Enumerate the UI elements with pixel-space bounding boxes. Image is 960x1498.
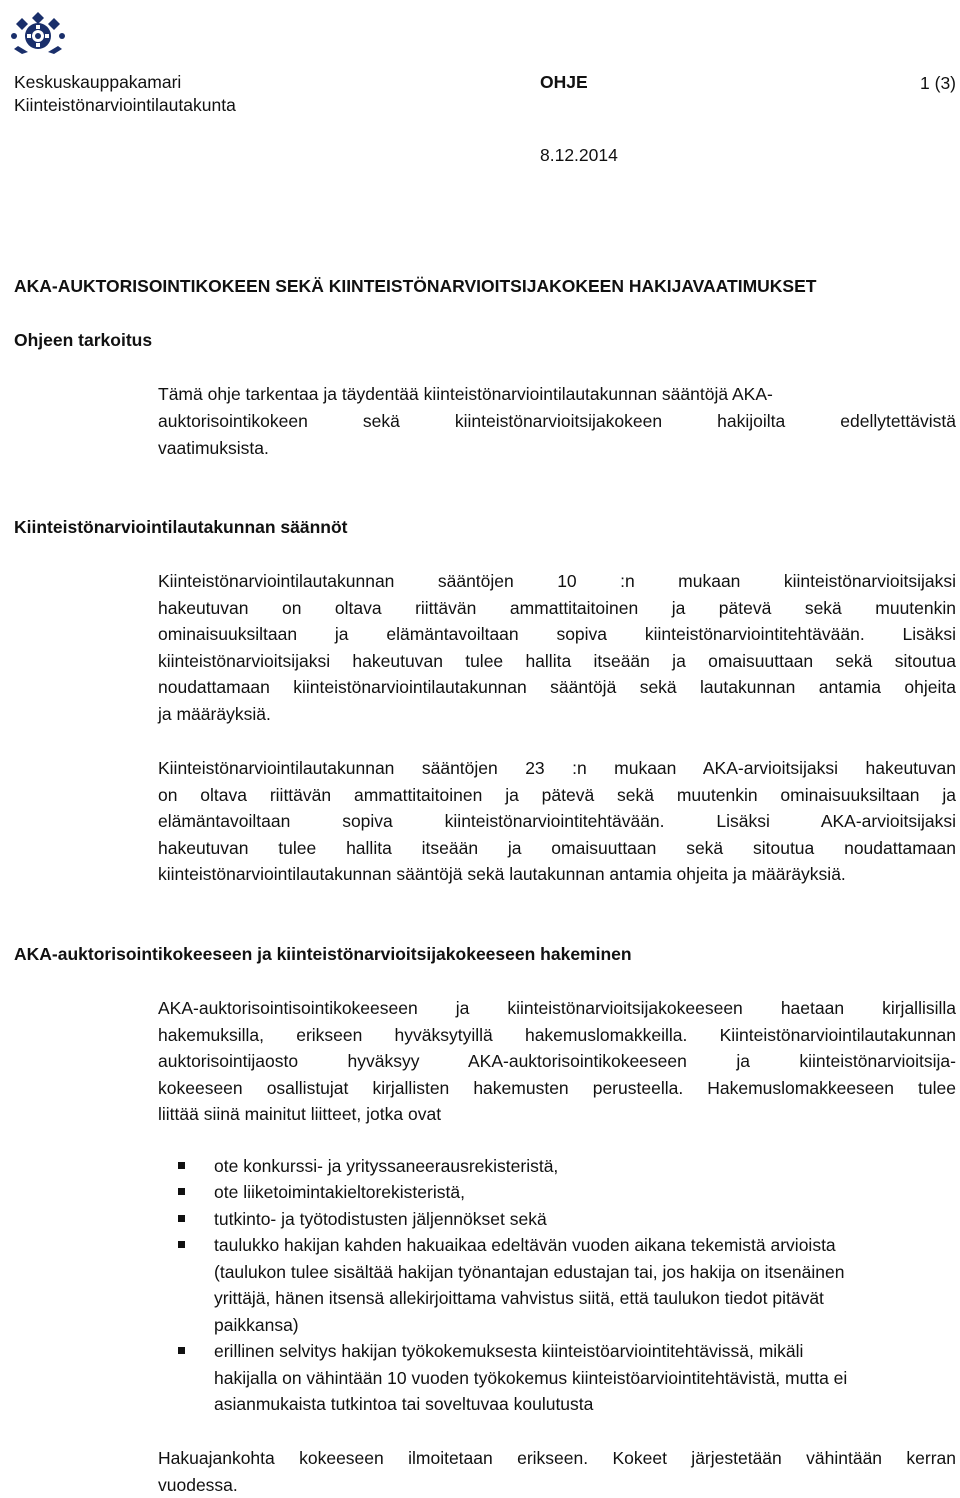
bullet-item-5-line-3: asianmukaista tutkintoa tai soveltuvaa koulutusta [214,1391,593,1418]
rules-paragraph-2 [158,755,956,888]
purpose-line-2: auktorisointikokeen sekä kiinteistönarvioitsijakokeen hakijoilta edellytettävistä [158,408,956,435]
bullet-marker-icon [178,1241,185,1248]
closing-line: Hakuajankohta kokeeseen ilmoitetaan erikseen. Kokeet järjestetään vähintään kerran [158,1445,956,1472]
bullet-item-4-line-3: yrittäjä, hänen itsensä allekirjoittama vahvistus siitä, että taulukon tiedot pitävät [214,1285,824,1312]
section-heading-application: AKA-auktorisointikokeeseen ja kiinteistönarvioitsijakokeeseen hakeminen [14,941,632,968]
application-line: hakemuksilla, erikseen hyväksytyillä hakemuslomakkeilla. Kiinteistönarviointilautakunnan [158,1022,956,1049]
bullet-item-2: ote liiketoimintakieltorekisteristä, [214,1179,465,1206]
bullet-item-4-line-4: paikkansa) [214,1312,299,1339]
document-title: AKA-AUKTORISOINTIKOKEEN SEKÄ KIINTEISTÖNARVIOITSIJAKOKEEN HAKIJAVAATIMUKSET [14,273,816,300]
document-type: OHJE [540,69,588,96]
application-line: kokeeseen osallistujat kirjallisten hakemusten perusteella. Hakemuslomakkeeseen tulee [158,1075,956,1102]
closing-paragraph [158,1445,956,1498]
rules-p1-line: kiinteistönarvioitsijaksi hakeutuvan tulee hallita itseään ja omaisuuttaan sekä sitoutua [158,648,956,675]
rules-p2-line: Kiinteistönarviointilautakunnan sääntöjen 23 :n mukaan AKA-arvioitsijaksi hakeutuvan [158,755,956,782]
rules-p2-line: kiinteistönarviointilautakunnan sääntöjä sekä lautakunnan antamia ohjeita ja määräyksiä. [158,861,956,888]
rules-p2-line: elämäntavoiltaan sopiva kiinteistönarviointitehtävään. Lisäksi AKA-arvioitsijaksi [158,808,956,835]
header-board: Kiinteistönarviointilautakunta [14,92,236,119]
bullet-item-5-line-2: hakijalla on vähintään 10 vuoden työkokemus kiinteistöarviointitehtävistä, mutta ei [214,1365,847,1392]
rules-p1-line: ja määräyksiä. [158,701,956,728]
chamber-logo [8,6,68,56]
bullet-marker-icon [178,1162,185,1169]
application-paragraph [158,995,956,1128]
bullet-item-4-line-2: (taulukon tulee sisältää hakijan työnantajan edustajan tai, jos hakija on itsenäinen [214,1259,844,1286]
application-line: auktorisointijaosto hyväksyy AKA-auktorisointikokeeseen ja kiinteistönarvioitsija- [158,1048,956,1075]
bullet-marker-icon [178,1215,185,1222]
application-line: liittää siinä mainitut liitteet, jotka ovat [158,1101,956,1128]
bullet-marker-icon [178,1188,185,1195]
header-org: Keskuskauppakamari [14,69,181,96]
bullet-item-4-line-1: taulukko hakijan kahden hakuaikaa edeltävän vuoden aikana tekemistä arvioista [214,1232,836,1259]
rules-p1-line: Kiinteistönarviointilautakunnan sääntöjen 10 :n mukaan kiinteistönarvioitsijaksi [158,568,956,595]
rules-p2-line: on oltava riittävän ammattitaitoinen ja pätevä sekä muutenkin ominaisuuksiltaan ja [158,782,956,809]
rules-p1-line: hakeutuvan on oltava riittävän ammattitaitoinen ja pätevä sekä muutenkin [158,595,956,622]
bullet-item-3: tutkinto- ja työtodistusten jäljennökset sekä [214,1206,547,1233]
rules-p2-line: hakeutuvan tulee hallita itseään ja omaisuuttaan sekä sitoutua noudattamaan [158,835,956,862]
closing-line: vuodessa. [158,1472,956,1498]
purpose-line-1: Tämä ohje tarkentaa ja täydentää kiinteistönarviointilautakunnan sääntöjä AKA- [158,381,956,408]
application-line: AKA-auktorisointisointikokeeseen ja kiinteistönarvioitsijakokeeseen haetaan kirjallisilla [158,995,956,1022]
section-heading-rules: Kiinteistönarviointilautakunnan säännöt [14,514,348,541]
page-number: 1 (3) [880,70,956,97]
rules-p1-line: ominaisuuksiltaan ja elämäntavoiltaan sopiva kiinteistönarviointitehtävään. Lisäksi [158,621,956,648]
bullet-item-1: ote konkurssi- ja yrityssaneerausrekisteristä, [214,1153,558,1180]
purpose-line-3: vaatimuksista. [158,435,269,462]
section-heading-purpose: Ohjeen tarkoitus [14,327,152,354]
rules-p1-line: noudattamaan kiinteistönarviointilautakunnan sääntöjä sekä lautakunnan antamia ohjeita [158,674,956,701]
bullet-item-5-line-1: erillinen selvitys hakijan työkokemuksesta kiinteistöarviointitehtävissä, mikäli [214,1338,803,1365]
rules-paragraph-1 [158,568,956,727]
document-date: 8.12.2014 [540,142,618,169]
bullet-marker-icon [178,1347,185,1354]
